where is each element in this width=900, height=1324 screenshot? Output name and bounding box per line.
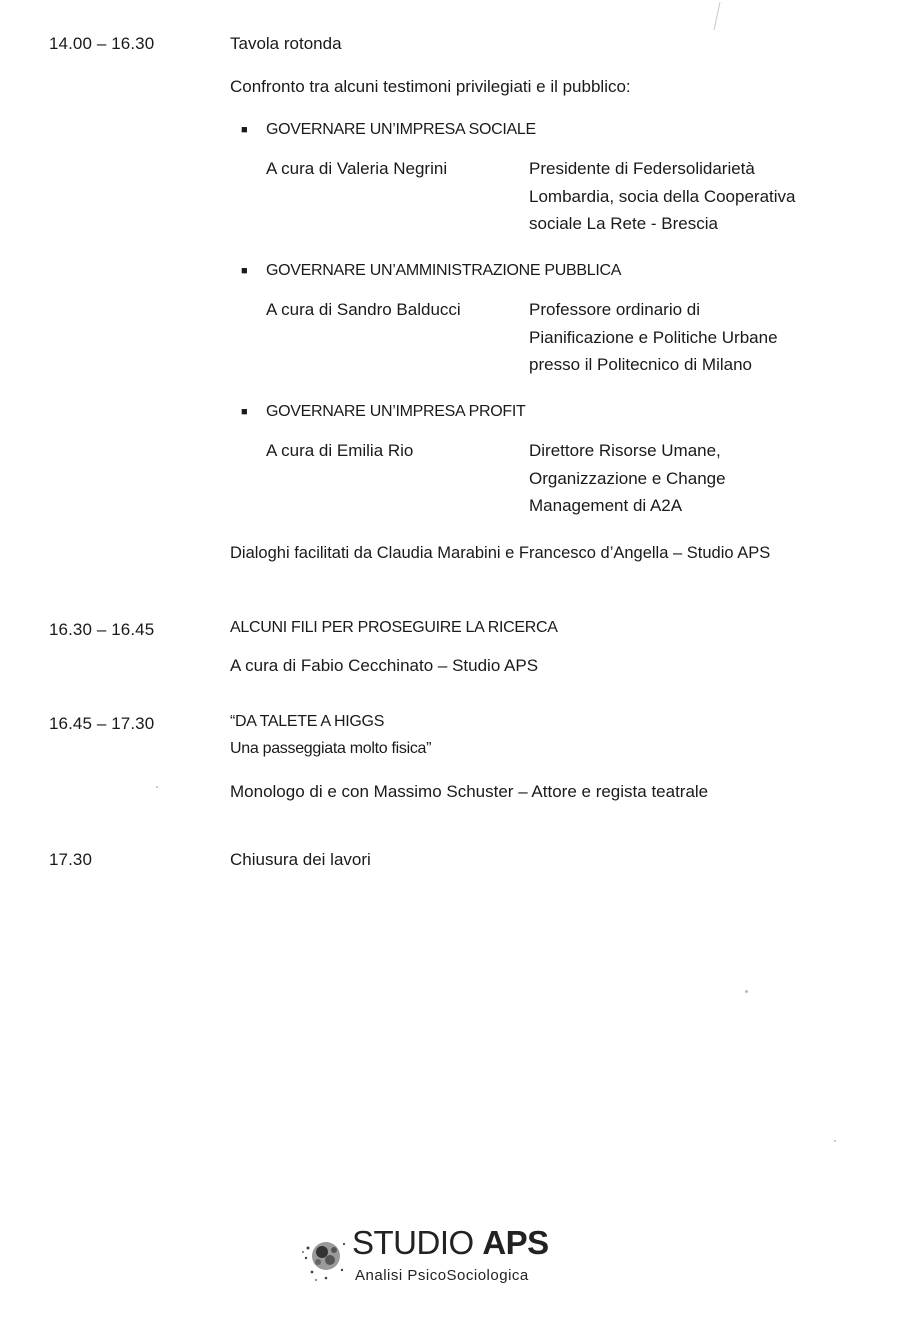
slot-3-time: 16.45 – 17.30 [49,714,155,733]
scan-speck [156,786,158,788]
logo-subtitle: Analisi PsicoSociologica [355,1267,529,1284]
panel-3-title: GOVERNARE UN’IMPRESA PROFIT [266,403,526,420]
facilitators: Dialoghi facilitati da Claudia Marabini e Francesco d’Angella – Studio APS [230,544,771,562]
logo-name [352,1224,549,1262]
panel-3-role-line: Management di A2A [529,496,683,515]
panel-1-curator: A cura di Valeria Negrini [266,159,448,178]
panel-3-curator: A cura di Emilia Rio [266,441,414,460]
slot-1-time: 14.00 – 16.30 [49,34,155,53]
slot-1-intro: Confronto tra alcuni testimoni privilegiati e il pubblico: [230,77,631,96]
slot-2-time: 16.30 – 16.45 [49,620,155,639]
slot-4-time: 17.30 [49,850,93,869]
slot-2-title: ALCUNI FILI PER PROSEGUIRE LA RICERCA [230,619,558,636]
panel-2-role-line: Professore ordinario di [529,300,701,319]
bullet-icon: ■ [241,124,248,136]
panel-1-role [529,155,829,238]
panel-1-title: GOVERNARE UN’IMPRESA SOCIALE [266,121,536,138]
panel-2-role-line: presso il Politecnico di Milano [529,355,752,374]
studio-aps-logo-icon [298,1230,354,1286]
panel-1-role-line: Lombardia, socia della Cooperativa [529,186,796,206]
scan-speck [745,990,748,993]
scan-speck [834,1140,836,1142]
slot-2-detail: A cura di Fabio Cecchinato – Studio APS [230,656,539,675]
bullet-icon: ■ [241,406,248,418]
slot-1-title: Tavola rotonda [230,34,342,53]
bullet-icon: ■ [241,265,248,277]
scan-mark [700,0,730,40]
slot-3-title-line1: “DA TALETE A HIGGS [230,713,385,730]
panel-2-title: GOVERNARE UN’AMMINISTRAZIONE PUBBLICA [266,262,622,279]
panel-2-role-line: Pianificazione e Politiche Urbane [529,327,778,347]
panel-3-role [529,437,829,520]
panel-3-role-line: Direttore Risorse Umane, [529,441,721,460]
panel-1-role-line: Presidente di Federsolidarietà [529,159,755,178]
slot-3-title-line2: Una passeggiata molto fisica” [230,740,432,757]
panel-3-role-line: Organizzazione e Change [529,468,726,488]
logo-name-light: STUDIO [352,1224,483,1261]
slot-3-detail: Monologo di e con Massimo Schuster – Attore e regista teatrale [230,782,709,801]
panel-2-role [529,296,829,379]
logo-name-bold: APS [482,1224,549,1261]
slot-4-title: Chiusura dei lavori [230,850,371,869]
panel-2-curator: A cura di Sandro Balducci [266,300,461,319]
panel-1-role-line: sociale La Rete - Brescia [529,214,718,233]
